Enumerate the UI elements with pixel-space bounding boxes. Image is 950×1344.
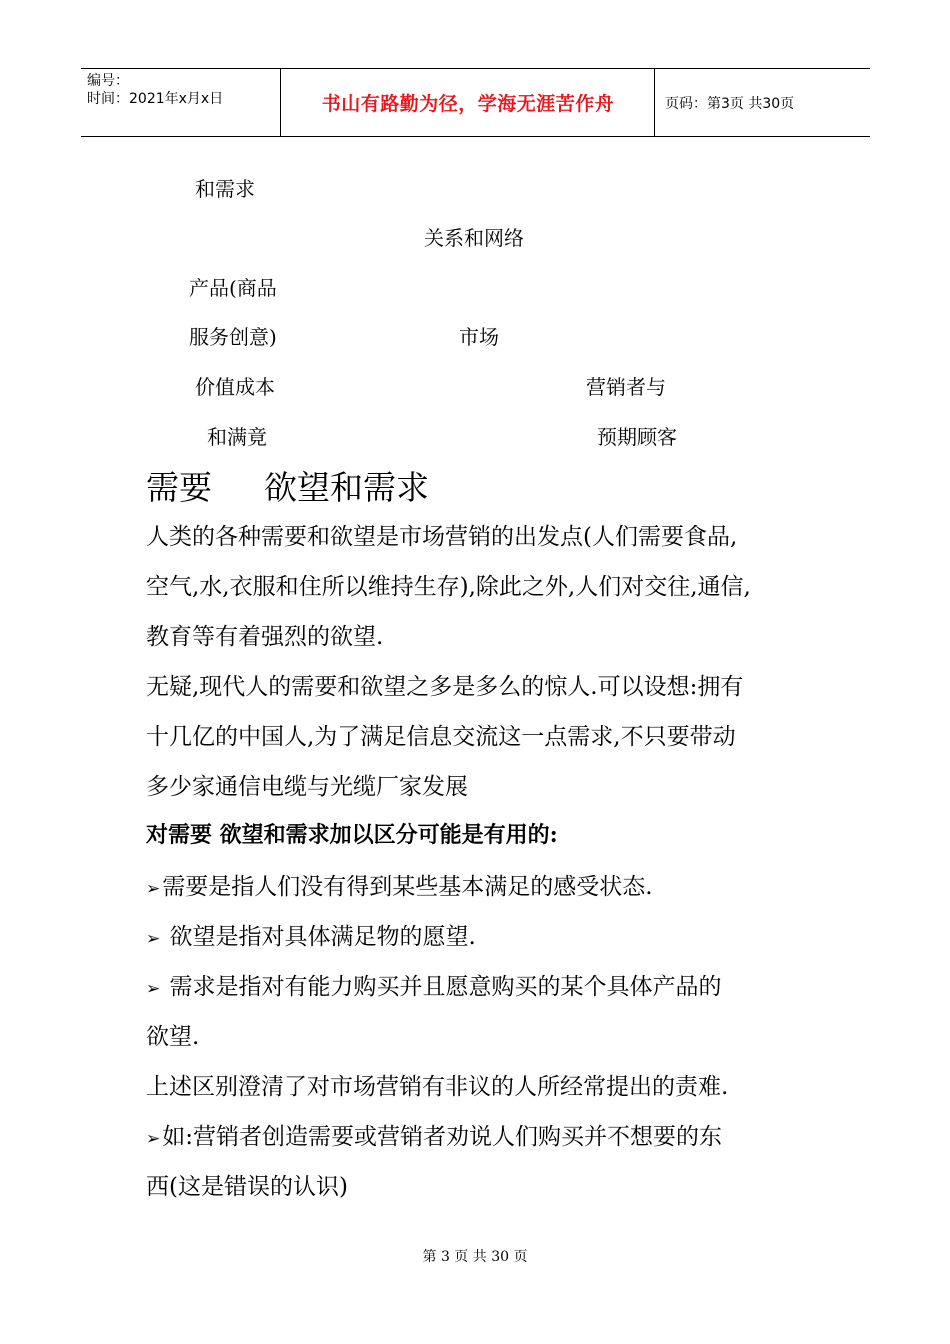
- bullet-continuation: 欲望.: [146, 1024, 200, 1050]
- page-header: [81, 68, 870, 137]
- bullet-text: 需求是指对有能力购买并且愿意购买的某个具体产品的: [162, 974, 722, 1000]
- diagram-satisfaction: 和满竟: [207, 425, 267, 449]
- diagram-product-1: 产品(商品: [189, 276, 277, 300]
- header-page-info: 页码：第3页 共30页: [665, 95, 795, 112]
- diagram-need: 和需求: [195, 177, 255, 201]
- paragraph-line: 人类的各种需要和欲望是市场营销的出发点(人们需要食品,: [146, 524, 738, 550]
- summary-line: 上述区别澄清了对市场营销有非议的人所经常提出的责难.: [146, 1074, 729, 1100]
- arrow-bullet-icon: ➢: [146, 879, 161, 899]
- example-continuation: 西(这是错误的认识): [146, 1174, 348, 1200]
- diagram-marketer: 营销者与: [586, 375, 666, 399]
- number-label: 编号：: [87, 73, 129, 89]
- heading-part-2: 欲望和需求: [264, 468, 429, 507]
- header-motto: 书山有路勤为径，学海无涯苦作舟: [282, 69, 655, 136]
- diagram-value: 价值成本: [195, 375, 275, 399]
- arrow-bullet-icon: ➢: [146, 1129, 161, 1149]
- paragraph-line: 无疑,现代人的需要和欲望之多是多么的惊人.可以设想:拥有: [146, 674, 744, 700]
- paragraph-line: 教育等有着强烈的欲望.: [146, 624, 384, 650]
- bullet-item: [146, 918, 476, 951]
- section-heading: [146, 462, 429, 509]
- bullet-text: 需要是指人们没有得到某些基本满足的感受状态.: [162, 874, 653, 900]
- diagram-relations: 关系和网络: [424, 226, 524, 250]
- diagram-prospect: 预期顾客: [597, 425, 677, 449]
- example-item: [146, 1118, 722, 1151]
- bullet-item: [146, 868, 653, 901]
- bold-subheading: 对需要 欲望和需求加以区分可能是有用的:: [146, 822, 558, 848]
- paragraph-line: 多少家通信电缆与光缆厂家发展: [146, 774, 468, 800]
- diagram-market: 市场: [459, 325, 499, 349]
- header-meta: [81, 69, 281, 136]
- paragraph-line: 十几亿的中国人,为了满足信息交流这一点需求,不只要带动: [146, 724, 736, 750]
- arrow-bullet-icon: ➢: [146, 929, 161, 949]
- bullet-item: [146, 968, 722, 1001]
- heading-part-1: 需要: [146, 468, 212, 507]
- diagram-product-2: 服务创意): [189, 325, 277, 349]
- paragraph-line: 空气,水,衣服和住所以维持生存),除此之外,人们对交往,通信,: [146, 574, 751, 600]
- bullet-text: 欲望是指对具体满足物的愿望.: [162, 924, 476, 950]
- arrow-bullet-icon: ➢: [146, 979, 161, 999]
- time-label: 时间：2021年x月x日: [87, 91, 224, 107]
- page-footer: 第 3 页 共 30 页: [422, 1249, 528, 1265]
- example-text: 如:营销者创造需要或营销者劝说人们购买并不想要的东: [162, 1124, 722, 1150]
